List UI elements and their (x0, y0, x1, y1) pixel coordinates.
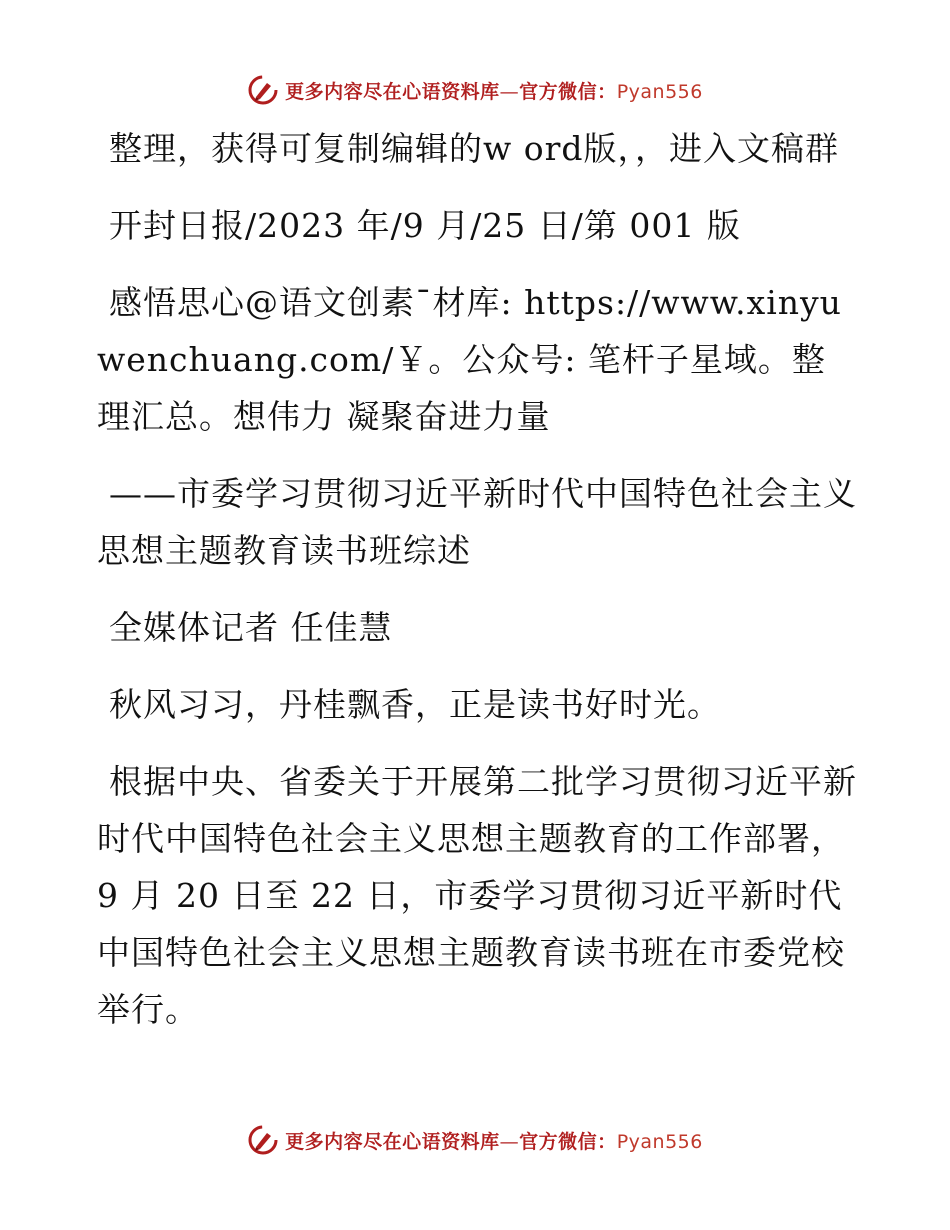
paragraph-body: 根据中央、省委关于开展第二批学习贯彻习近平新时代中国特色社会主义思想主题教育的工作部署，9 月 20 日至 22 日，市委学习贯彻习近平新时代中国特色社会主义思想主题教育读书班在市委党校举行。 (97, 762, 857, 1029)
watermark-text (285, 1127, 703, 1154)
pen-in-circle-icon (247, 1124, 279, 1156)
paragraph-byline: 全媒体记者 任佳慧 (109, 608, 393, 647)
watermark-header (0, 70, 950, 110)
document-body (97, 120, 857, 1058)
watermark-footer (0, 1120, 950, 1160)
paragraph-title: 感悟思心@语文创素¯材库: https://www.xinyuwenchuang.com/￥。公众号: 笔杆子星域。整理汇总。想伟力 凝聚奋进力量 (97, 283, 842, 436)
watermark-id: Pyan556 (616, 1130, 703, 1153)
paragraph-source: 开封日报/2023 年/9 月/25 日/第 001 版 (109, 206, 741, 245)
watermark-separator: — (499, 80, 520, 103)
watermark-official: 官方微信： (519, 80, 617, 103)
watermark-text (285, 77, 703, 104)
watermark-separator: — (499, 1130, 520, 1153)
paragraph-lead: 秋风习习，丹桂飘香，正是读书好时光。 (109, 685, 721, 724)
watermark-id: Pyan556 (616, 80, 703, 103)
paragraph-intro: 整理，获得可复制编辑的w ord版，，进入文稿群 (109, 129, 840, 168)
watermark-label: 更多内容尽在心语资料库 (285, 1130, 500, 1153)
paragraph-subtitle: ——市委学习贯彻习近平新时代中国特色社会主义思想主题教育读书班综述 (97, 474, 857, 570)
watermark-label: 更多内容尽在心语资料库 (285, 80, 500, 103)
watermark-official: 官方微信： (519, 1130, 617, 1153)
pen-in-circle-icon (247, 74, 279, 106)
